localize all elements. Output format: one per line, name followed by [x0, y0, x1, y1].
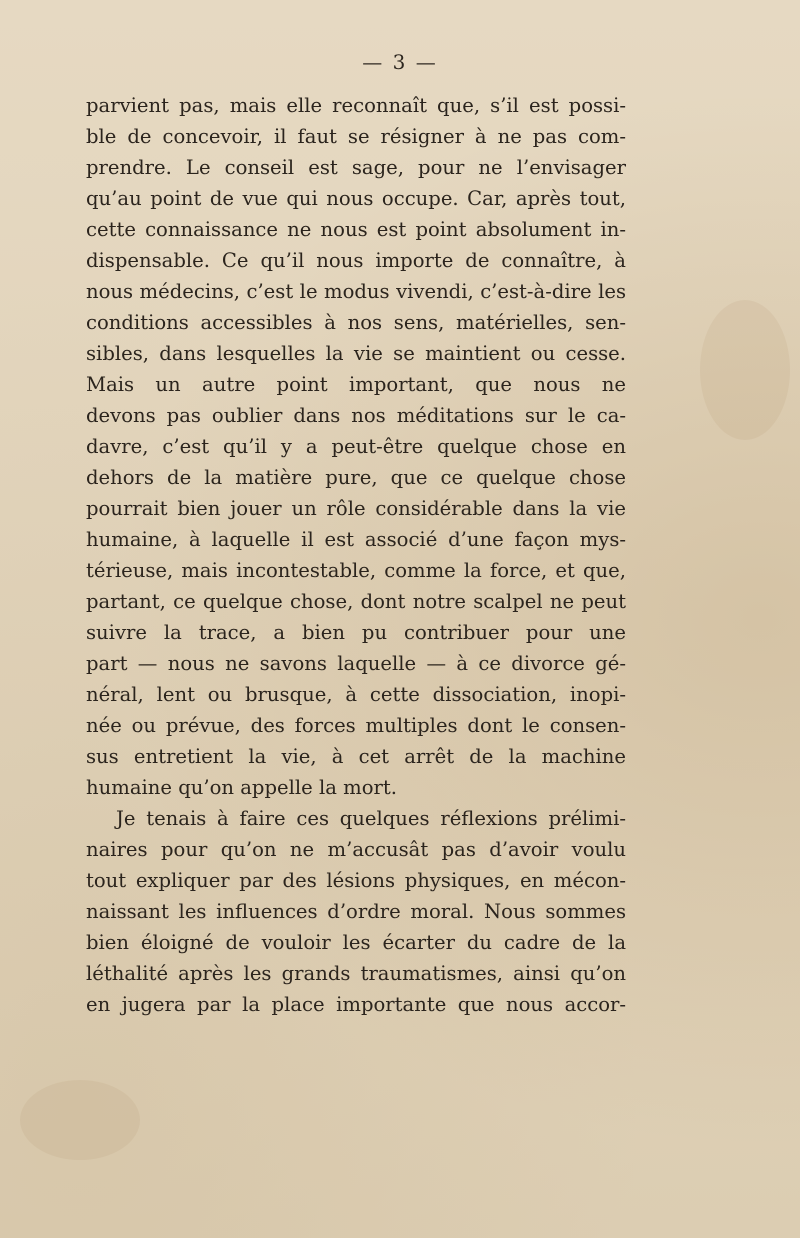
text-line: devons pas oublier dans nos méditations sur le ca-	[86, 404, 626, 427]
text-line: pourrait bien jouer un rôle considérable dans la vie	[86, 497, 626, 520]
text-line: Je tenais à faire ces quelques réflexions prélimi-	[116, 807, 626, 830]
text-line: léthalité après les grands traumatismes, ainsi qu’on	[86, 962, 626, 985]
text-line: parvient pas, mais elle reconnaît que, s’il est possi-	[86, 94, 626, 117]
text-line: nous médecins, c’est le modus vivendi, c’est-à-dire les	[86, 280, 626, 303]
body-text	[86, 90, 626, 1020]
text-line: Mais un autre point important, que nous ne	[86, 373, 626, 396]
text-line: cette connaissance ne nous est point absolument in-	[86, 218, 626, 241]
text-line: humaine qu’on appelle la mort.	[86, 776, 397, 799]
text-line: dehors de la matière pure, que ce quelque chose	[86, 466, 626, 489]
text-line: tout expliquer par des lésions physiques, en mécon-	[86, 869, 626, 892]
text-line: suivre la trace, a bien pu contribuer pour une	[86, 621, 626, 644]
text-line: bien éloigné de vouloir les écarter du cadre de la	[86, 931, 626, 954]
text-line: part — nous ne savons laquelle — à ce divorce gé-	[86, 652, 626, 675]
text-line: sibles, dans lesquelles la vie se maintient ou cesse.	[86, 342, 626, 365]
text-line: partant, ce quelque chose, dont notre scalpel ne peut	[86, 590, 626, 613]
text-line: néral, lent ou brusque, à cette dissociation, inopi-	[86, 683, 626, 706]
text-line: née ou prévue, des forces multiples dont le consen-	[86, 714, 626, 737]
page-number: — 3 —	[362, 50, 438, 74]
paper-stain	[20, 1080, 140, 1160]
text-line: en jugera par la place importante que nous accor-	[86, 993, 626, 1016]
text-line: conditions accessibles à nos sens, matérielles, sen-	[86, 311, 626, 334]
text-line: ble de concevoir, il faut se résigner à ne pas com-	[86, 125, 626, 148]
text-line: térieuse, mais incontestable, comme la force, et que,	[86, 559, 626, 582]
paper-stain	[700, 300, 790, 440]
text-line: naissant les influences d’ordre moral. Nous sommes	[86, 900, 626, 923]
text-line: qu’au point de vue qui nous occupe. Car, après tout,	[86, 187, 626, 210]
text-line: humaine, à laquelle il est associé d’une façon mys-	[86, 528, 626, 551]
text-line: dispensable. Ce qu’il nous importe de connaître, à	[86, 249, 626, 272]
text-line: prendre. Le conseil est sage, pour ne l’envisager	[86, 156, 626, 179]
text-line: davre, c’est qu’il y a peut-être quelque chose en	[86, 435, 626, 458]
text-line: sus entretient la vie, à cet arrêt de la machine	[86, 745, 626, 768]
text-line: naires pour qu’on ne m’accusât pas d’avoir voulu	[86, 838, 626, 861]
